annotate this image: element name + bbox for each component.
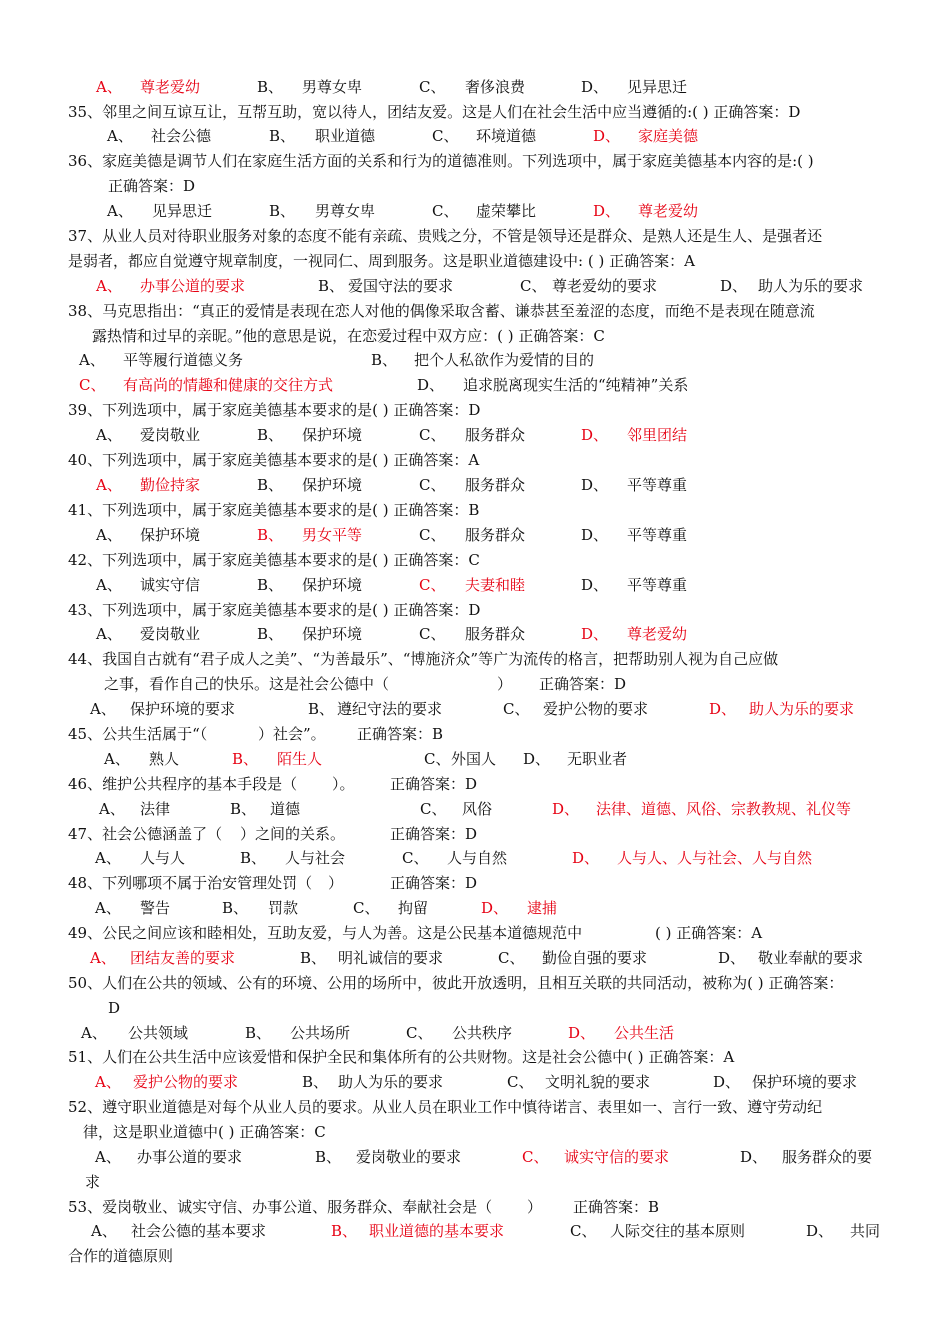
line-text: 律，这是职业道德中( ) 正确答案：C [83, 1123, 326, 1141]
line-text: D、 [740, 1148, 768, 1166]
line-text: B、 [371, 351, 398, 369]
answer-text: C、 [522, 1148, 549, 1166]
text-line [0, 523, 950, 548]
line-text: 人际交往的基本原则 [610, 1222, 746, 1240]
line-text: 熟人 [149, 750, 180, 768]
line-text: 45、公共生活属于“（ [68, 725, 208, 743]
answer-text: 尊老爱幼 [140, 78, 201, 96]
line-text: 41、下列选项中，属于家庭美德基本要求的是( ) 正确答案：B [68, 501, 480, 519]
text-line [0, 871, 950, 896]
line-text: 47、社会公德涵盖了（ [68, 825, 223, 843]
line-text: B、 [222, 899, 249, 917]
line-text: 合作的道德原则 [68, 1247, 174, 1265]
line-text: 爱岗敬业 [140, 625, 201, 643]
answer-text: 公共生活 [614, 1024, 675, 1042]
line-text: 服务群众 [465, 526, 526, 544]
line-text: A、 [104, 750, 130, 768]
line-text: 人与自然 [447, 849, 508, 867]
answer-text: 尊老爱幼 [627, 625, 688, 643]
answer-text: D、 [593, 202, 621, 220]
line-text: 保护环境 [302, 426, 363, 444]
line-text: 正确答案：D [539, 675, 627, 693]
line-text: 保护环境 [140, 526, 201, 544]
line-text: D [108, 999, 121, 1017]
line-text: C、 [419, 426, 446, 444]
text-line [0, 324, 950, 349]
line-text: B、 [269, 202, 296, 220]
line-text: B、 [257, 476, 284, 494]
line-text: ） [527, 1198, 543, 1216]
line-text: 公共秩序 [452, 1024, 513, 1042]
line-text: 36、家庭美德是调节人们在家庭生活方面的关系和行为的道德准则。下列选项中，属于家庭美德基本内容的是:( ) [68, 152, 814, 170]
line-text: 明礼诚信的要求 [338, 949, 444, 967]
line-text: 保护环境 [302, 476, 363, 494]
line-text: 爱国守法的要求 [348, 277, 454, 295]
line-text: 52、遵守职业道德是对每个从业人员的要求。从业人员在职业工作中慎待诺言、表里如一、言行一致、遵守劳动纪 [68, 1098, 823, 1116]
line-text: 51、人们在公共生活中应该爱惜和保护全民和集体所有的公共财物。这是社会公德中( ) 正确答案：A [68, 1048, 735, 1066]
answer-text: 办事公道的要求 [140, 277, 246, 295]
line-text: D、 [581, 476, 609, 494]
answer-text: 人与人、人与社会、人与自然 [617, 849, 813, 867]
answer-text: A、 [96, 277, 122, 295]
answer-text: 男女平等 [302, 526, 363, 544]
answer-text: B、 [257, 526, 284, 544]
line-text: D、 [523, 750, 551, 768]
line-text: 44、我国自古就有“君子成人之美”、“为善最乐”、“博施济众”等广为流传的格言，把帮助别人视为自己应做 [68, 650, 779, 668]
text-line [0, 174, 950, 199]
line-text: 社会公德 [151, 127, 212, 145]
line-text: B、 [257, 576, 284, 594]
answer-text: 法律、道德、风俗、宗教教规、礼仪等 [596, 800, 852, 818]
line-text: ） [497, 675, 513, 693]
line-text: D、 [713, 1073, 741, 1091]
answer-text: 逮捕 [527, 899, 558, 917]
line-text: 敬业奉献的要求 [758, 949, 864, 967]
answer-text: D、 [709, 700, 737, 718]
text-line [0, 747, 950, 772]
answer-text: A、 [96, 78, 122, 96]
text-line [0, 1244, 950, 1269]
text-line [0, 1045, 950, 1070]
line-text: A、 [95, 849, 121, 867]
line-text: 助人为乐的要求 [338, 1073, 444, 1091]
line-text: 尊老爱幼的要求 [552, 277, 658, 295]
line-text: 男尊女卑 [315, 202, 376, 220]
line-text: 职业道德 [315, 127, 376, 145]
line-text: 诚实守信 [140, 576, 201, 594]
line-text: 爱岗敬业的要求 [356, 1148, 462, 1166]
line-text: 平等尊重 [627, 526, 688, 544]
line-text: 公共领域 [128, 1024, 189, 1042]
answer-text: B、 [232, 750, 259, 768]
line-text: 是弱者，都应自觉遵守规章制度，一视同仁、周到服务。这是职业道德建设中: ( ) 正确答案：A [68, 252, 695, 270]
answer-text: C、 [419, 576, 446, 594]
answer-text: 勤俭持家 [140, 476, 201, 494]
text-line [0, 697, 950, 722]
text-line [0, 822, 950, 847]
line-text: 正确答案：D [390, 775, 478, 793]
line-text: 爱护公物的要求 [543, 700, 649, 718]
answer-text: C、 [79, 376, 106, 394]
line-text: C、 [507, 1073, 534, 1091]
text-line [0, 75, 950, 100]
line-text: 服务群众 [465, 476, 526, 494]
line-text: B、 [269, 127, 296, 145]
line-text: 露热情和过早的亲昵。”他的意思是说，在恋爱过程中双方应：( ) 正确答案：C [92, 327, 605, 345]
answer-text: 爱护公物的要求 [133, 1073, 239, 1091]
text-line [0, 348, 950, 373]
text-line [0, 573, 950, 598]
line-text: ）社会”。 [258, 725, 326, 743]
line-text: A、 [96, 526, 122, 544]
line-text: A、 [79, 351, 105, 369]
answer-text: B、 [331, 1222, 358, 1240]
line-text: 42、下列选项中，属于家庭美德基本要求的是( ) 正确答案：C [68, 551, 480, 569]
line-text: A、 [90, 700, 116, 718]
line-text: 道德 [270, 800, 301, 818]
text-line [0, 772, 950, 797]
line-text: B、 [318, 277, 345, 295]
line-text: 社会公德的基本要求 [131, 1222, 267, 1240]
line-text: A、 [99, 800, 125, 818]
text-line [0, 1195, 950, 1220]
line-text: 公共场所 [290, 1024, 351, 1042]
line-text: 37、从业人员对待职业服务对象的态度不能有亲疏、贵贱之分，不管是领导还是群众、是熟人还是生人、是强者还 [68, 227, 823, 245]
line-text: D、 [806, 1222, 834, 1240]
answer-text: D、 [581, 426, 609, 444]
line-text: 无职业者 [567, 750, 628, 768]
text-line [0, 722, 950, 747]
line-text: C、 [432, 202, 459, 220]
line-text: B、 [300, 949, 327, 967]
line-text: ( ) 正确答案：A [655, 924, 763, 942]
answer-text: D、 [593, 127, 621, 145]
line-text: 39、下列选项中，属于家庭美德基本要求的是( ) 正确答案：D [68, 401, 481, 419]
answer-text: 陌生人 [277, 750, 323, 768]
line-text: 38、马克思指出：“真正的爱情是表现在恋人对他的偶像采取含蓄、谦恭甚至羞涩的态度，而绝不是表现在随意流 [68, 302, 815, 320]
line-text: B、 [315, 1148, 342, 1166]
line-text: B、 [308, 700, 335, 718]
line-text: C、 [432, 127, 459, 145]
line-text: B、 [302, 1073, 329, 1091]
line-text: 48、下列哪项不属于治安管理处罚（ [68, 874, 313, 892]
line-text: 求 [85, 1173, 101, 1191]
line-text: 正确答案：D [108, 177, 196, 195]
text-line [0, 199, 950, 224]
line-text: 追求脱离现实生活的“纯精神”关系 [463, 376, 689, 394]
line-text: A、 [96, 426, 122, 444]
answer-text: 邻里团结 [627, 426, 688, 444]
line-text: C、 [402, 849, 429, 867]
line-text: A、 [95, 1148, 121, 1166]
line-text: D、 [581, 576, 609, 594]
line-text: ） [328, 874, 344, 892]
text-line [0, 672, 950, 697]
text-line [0, 971, 950, 996]
line-text: B、 [257, 625, 284, 643]
line-text: 53、爱岗敬业、诚实守信、办事公道、服务群众、奉献社会是（ [68, 1198, 493, 1216]
line-text: 保护环境的要求 [130, 700, 236, 718]
line-text: C、 [498, 949, 525, 967]
line-text: 男尊女卑 [302, 78, 363, 96]
line-text: 35、邻里之间互谅互让，互帮互助，宽以待人，团结友爱。这是人们在社会生活中应当遵循的:( ) 正确答案：D [68, 103, 801, 121]
text-line [0, 498, 950, 523]
line-text: 爱岗敬业 [140, 426, 201, 444]
line-text: 虚荣攀比 [476, 202, 537, 220]
line-text: 46、维护公共程序的基本手段是（ [68, 775, 298, 793]
line-text: C、 [419, 625, 446, 643]
line-text: C、 [406, 1024, 433, 1042]
line-text: 文明礼貌的要求 [545, 1073, 651, 1091]
text-line [0, 921, 950, 946]
text-line [0, 996, 950, 1021]
line-text: A、 [91, 1222, 117, 1240]
line-text: 40、下列选项中，属于家庭美德基本要求的是( ) 正确答案：A [68, 451, 480, 469]
line-text: 服务群众的要 [782, 1148, 873, 1166]
line-text: C、 [424, 750, 451, 768]
text-line [0, 1095, 950, 1120]
text-line [0, 398, 950, 423]
line-text: 奢侈浪费 [465, 78, 526, 96]
text-line [0, 622, 950, 647]
line-text: A、 [95, 899, 121, 917]
line-text: A、 [96, 625, 122, 643]
line-text: A、 [107, 127, 133, 145]
line-text: ）。 [332, 775, 355, 793]
line-text: 正确答案：D [390, 825, 478, 843]
line-text: 见异思迁 [627, 78, 688, 96]
answer-text: 诚实守信的要求 [564, 1148, 670, 1166]
line-text: C、 [419, 78, 446, 96]
line-text: A、 [96, 576, 122, 594]
line-text: 见异思迁 [152, 202, 213, 220]
line-text: 把个人私欲作为爱情的目的 [414, 351, 595, 369]
line-text: B、 [245, 1024, 272, 1042]
answer-text: 夫妻和睦 [465, 576, 526, 594]
line-text: B、 [230, 800, 257, 818]
line-text: B、 [257, 426, 284, 444]
line-text: 勤俭自强的要求 [542, 949, 648, 967]
line-text: 罚款 [268, 899, 299, 917]
line-text: 服务群众 [465, 625, 526, 643]
text-line [0, 946, 950, 971]
line-text: D、 [720, 277, 748, 295]
answer-text: D、 [568, 1024, 596, 1042]
text-line [0, 299, 950, 324]
line-text: C、 [419, 476, 446, 494]
line-text: B、 [240, 849, 267, 867]
line-text: A、 [81, 1024, 107, 1042]
line-text: 正确答案：D [390, 874, 478, 892]
line-text: D、 [417, 376, 445, 394]
text-line [0, 1145, 950, 1170]
text-line [0, 149, 950, 174]
text-line [0, 224, 950, 249]
text-line [0, 124, 950, 149]
text-line [0, 1120, 950, 1145]
line-text: 人与人 [140, 849, 186, 867]
text-line [0, 598, 950, 623]
answer-text: A、 [96, 476, 122, 494]
text-line [0, 100, 950, 125]
answer-text: D、 [572, 849, 600, 867]
line-text: C、 [353, 899, 380, 917]
line-text: 外国人 [451, 750, 497, 768]
line-text: 43、下列选项中，属于家庭美德基本要求的是( ) 正确答案：D [68, 601, 481, 619]
text-line [0, 373, 950, 398]
answer-text: 家庭美德 [638, 127, 699, 145]
line-text: C、 [419, 526, 446, 544]
text-line [0, 896, 950, 921]
line-text: C、 [503, 700, 530, 718]
answer-text: 职业道德的基本要求 [369, 1222, 505, 1240]
text-line [0, 797, 950, 822]
answer-text: A、 [95, 1073, 121, 1091]
line-text: D、 [581, 526, 609, 544]
text-line [0, 423, 950, 448]
line-text: 警告 [140, 899, 171, 917]
text-line [0, 448, 950, 473]
line-text: 服务群众 [465, 426, 526, 444]
line-text: 平等尊重 [627, 576, 688, 594]
line-text: 保护环境的要求 [752, 1073, 858, 1091]
line-text: B、 [257, 78, 284, 96]
line-text: 环境道德 [476, 127, 537, 145]
line-text: 正确答案：B [357, 725, 444, 743]
line-text: 助人为乐的要求 [758, 277, 864, 295]
line-text: 50、人们在公共的领域、公有的环境、公用的场所中，彼此开放透明，且相互关联的共同活动，被称为( ) 正确答案： [68, 974, 844, 992]
line-text: 办事公道的要求 [137, 1148, 243, 1166]
line-text: 保护环境 [302, 625, 363, 643]
text-line [0, 1170, 950, 1195]
text-line [0, 1070, 950, 1095]
line-text: 之事，看作自己的快乐。这是社会公德中（ [104, 675, 390, 693]
line-text: C、 [420, 800, 447, 818]
line-text: 法律 [140, 800, 171, 818]
text-line [0, 548, 950, 573]
line-text: A、 [107, 202, 133, 220]
text-line [0, 473, 950, 498]
line-text: D、 [581, 78, 609, 96]
text-line [0, 846, 950, 871]
line-text: C、 [570, 1222, 597, 1240]
text-line [0, 274, 950, 299]
answer-text: D、 [581, 625, 609, 643]
line-text: 平等履行道德义务 [123, 351, 244, 369]
text-line [0, 249, 950, 274]
line-text: 遵纪守法的要求 [337, 700, 443, 718]
line-text: 共同 [850, 1222, 881, 1240]
text-line [0, 647, 950, 672]
line-text: ）之间的关系。 [240, 825, 346, 843]
line-text: 人与社会 [285, 849, 346, 867]
answer-text: 助人为乐的要求 [749, 700, 855, 718]
text-line [0, 1219, 950, 1244]
answer-text: A、 [90, 949, 116, 967]
line-text: 风俗 [462, 800, 493, 818]
answer-text: 尊老爱幼 [638, 202, 699, 220]
answer-text: 团结友善的要求 [130, 949, 236, 967]
answer-text: D、 [552, 800, 580, 818]
text-line [0, 1021, 950, 1046]
answer-text: 有高尚的情趣和健康的交往方式 [123, 376, 334, 394]
line-text: 保护环境 [302, 576, 363, 594]
answer-text: D、 [481, 899, 509, 917]
line-text: 49、公民之间应该和睦相处，互助友爱，与人为善。这是公民基本道德规范中 [68, 924, 583, 942]
line-text: D、 [718, 949, 746, 967]
line-text: 正确答案：B [573, 1198, 660, 1216]
line-text: 拘留 [398, 899, 429, 917]
line-text: C、 [520, 277, 547, 295]
line-text: 平等尊重 [627, 476, 688, 494]
